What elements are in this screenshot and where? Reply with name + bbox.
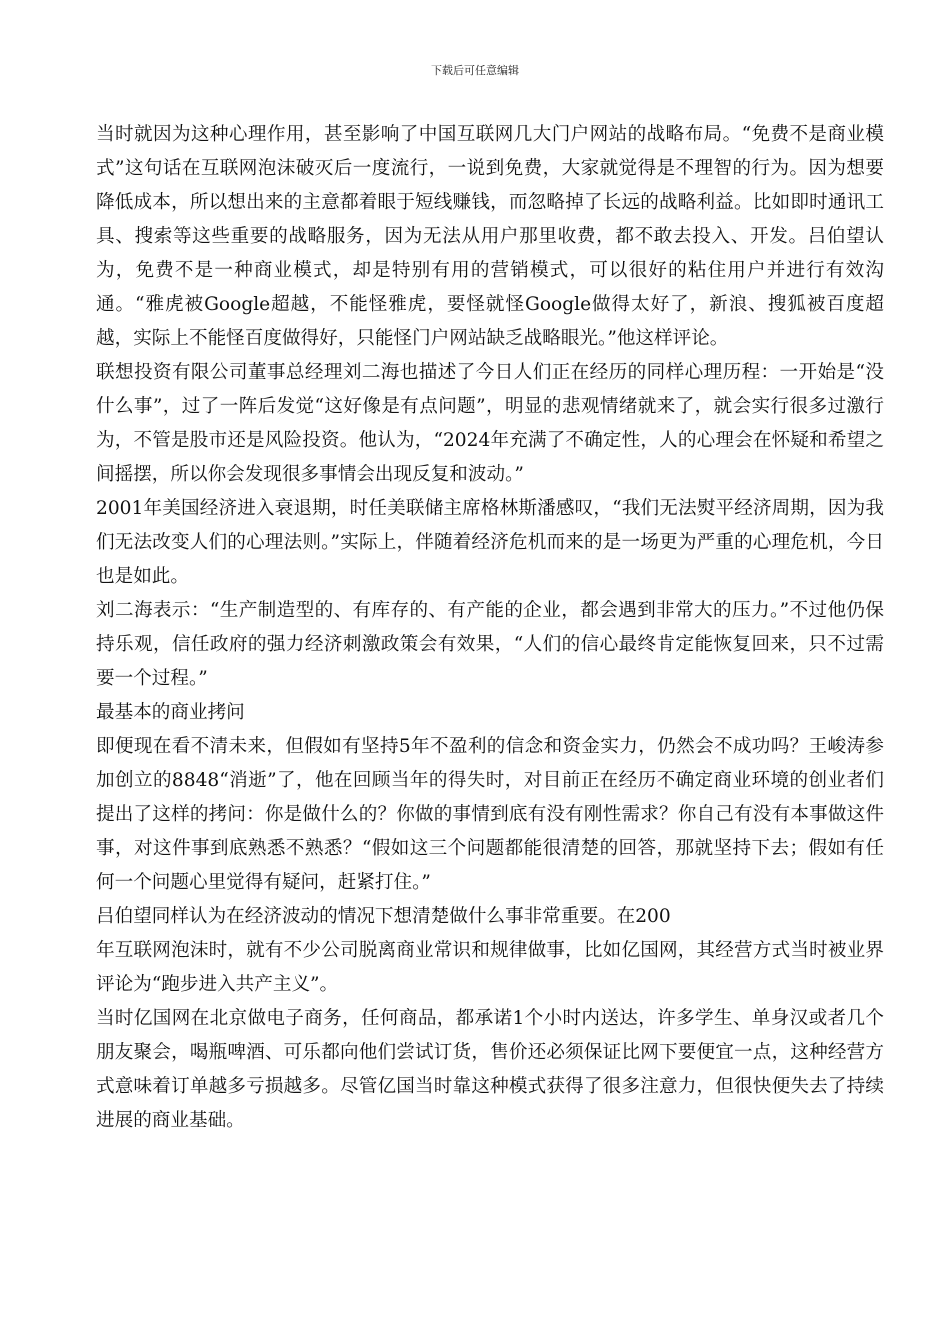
page-header: 下载后可任意编辑 bbox=[431, 64, 519, 77]
paragraph: 年互联网泡沫时，就有不少公司脱离商业常识和规律做事，比如亿国网，其经营方式当时被业界评论为“跑步进入共产主义”。 bbox=[96, 940, 884, 995]
paragraph: 即便现在看不清未来，但假如有坚持5年不盈利的信念和资金实力，仍然会不成功吗？王峻涛参加创立的8848“消逝”了，他在回顾当年的得失时，对目前正在经历不确定商业环境的创业者们提出了这样的拷问：你是做什么的？你做的事情到底有没有刚性需求？你自己有没有本事做这件事，对这件事到底熟悉不熟悉？“假如这三个问题都能很清楚的回答，那就坚持下去；假如有任何一个问题心里觉得有疑问，赶紧打住。” bbox=[96, 736, 884, 893]
section-heading: 最基本的商业拷问 bbox=[96, 702, 245, 723]
paragraph: 吕伯望同样认为在经济波动的情况下想清楚做什么事非常重要。在200 bbox=[96, 906, 671, 927]
paragraph: 当时就因为这种心理作用，甚至影响了中国互联网几大门户网站的战略布局。“免费不是商业模式”这句话在互联网泡沫破灭后一度流行，一说到免费，大家就觉得是不理智的行为。因为想要降低成本，所以想出来的主意都着眼于短线赚钱，而忽略掉了长远的战略利益。比如即时通讯工具、搜索等这些重要的战略服务，因为无法从用户那里收费，都不敢去投入、开发。吕伯望认为，免费不是一种商业模式，却是特别有用的营销模式，可以很好的粘住用户并进行有效沟通。“雅虎被Google超越，不能怪雅虎，要怪就怪Google做得太好了，新浪、搜狐被百度超越，实际上不能怪百度做得好，只能怪门户网站缺乏战略眼光。”他这样评论。 bbox=[96, 124, 884, 349]
document-body bbox=[96, 118, 884, 1138]
paragraph: 刘二海表示：“生产制造型的、有库存的、有产能的企业，都会遇到非常大的压力。”不过他仍保持乐观，信任政府的强力经济刺激政策会有效果，“人们的信心最终肯定能恢复回来，只不过需要一个过程。” bbox=[96, 600, 884, 689]
paragraph: 联想投资有限公司董事总经理刘二海也描述了今日人们正在经历的同样心理历程：一开始是“没什么事”，过了一阵后发觉“这好像是有点问题”，明显的悲观情绪就来了，就会实行很多过激行为，不管是股市还是风险投资。他认为，“2024年充满了不确定性，人的心理会在怀疑和希望之间摇摆，所以你会发现很多事情会出现反复和波动。” bbox=[96, 362, 884, 485]
paragraph: 当时亿国网在北京做电子商务，任何商品，都承诺1个小时内送达，许多学生、单身汉或者几个朋友聚会，喝瓶啤酒、可乐都向他们尝试订货，售价还必须保证比网下要便宜一点，这种经营方式意味着订单越多亏损越多。尽管亿国当时靠这种模式获得了很多注意力，但很快便失去了持续进展的商业基础。 bbox=[96, 1008, 884, 1131]
paragraph: 2001年美国经济进入衰退期，时任美联储主席格林斯潘感叹，“我们无法熨平经济周期，因为我们无法改变人们的心理法则。”实际上，伴随着经济危机而来的是一场更为严重的心理危机，今日也是如此。 bbox=[96, 498, 884, 587]
